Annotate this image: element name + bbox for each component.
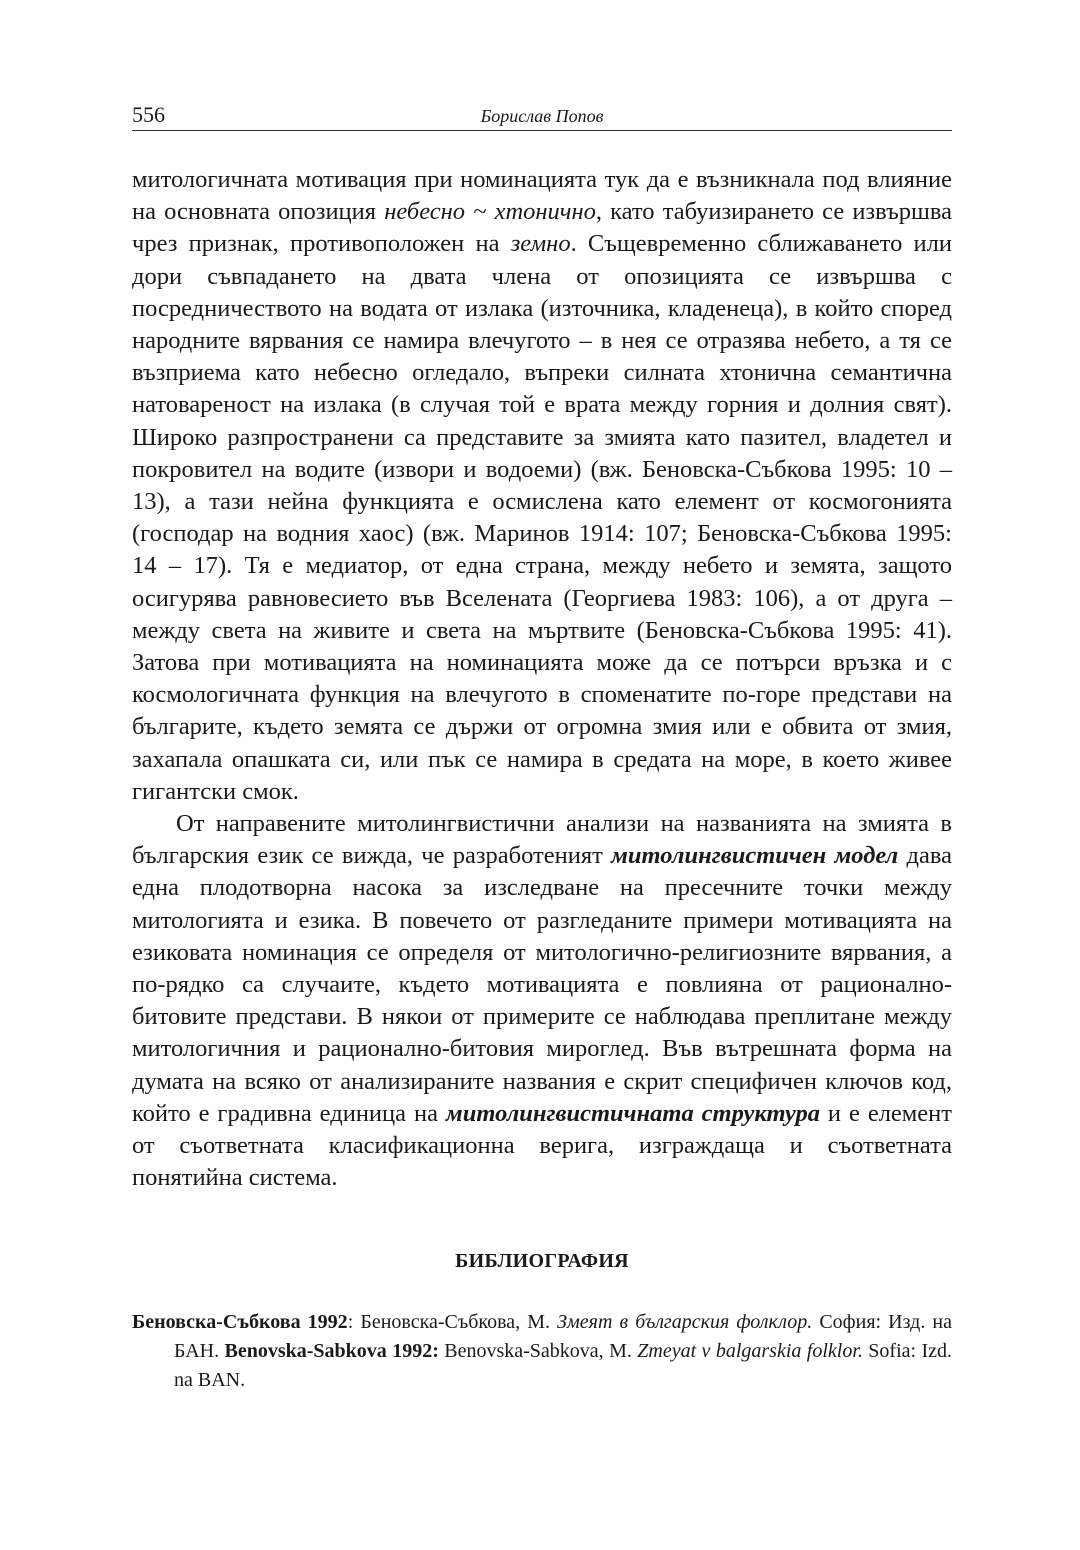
running-header xyxy=(132,100,952,131)
text-span: дава една плодотворна насока за изследване на пресечните точки между митологията и езика. В повечето от разгледаните примери мотивацията на езиковата номинация се определя от митологично-религиозните вярвания, а по-рядко са случаите, където мотивацията е повлияна от рационално-битовите представи. В някои от примерите се наблюдава преплитане между митологичния и рационално-битовия мироглед. Във вътрешната форма на думата на всяко от анализираните названия е скрит специфичен ключов код, който е градивна единица на xyxy=(132,842,952,1127)
paragraph-continued xyxy=(132,164,952,808)
entry-key-latin: Benovska-Sabkova 1992: xyxy=(224,1340,439,1362)
text-span: От направените митолингвистични анализи на названията на змията в българския език се вижда, че разработеният xyxy=(132,810,952,870)
text-span: и е елемент от съответната класификационна верига, изграждаща и съответната понятийна система. xyxy=(132,1099,952,1192)
bibliography-heading: БИБЛИОГРАФИЯ xyxy=(455,1250,629,1272)
bibliography-entry xyxy=(132,1308,952,1395)
bold-italic-term: митолингвистичната структура xyxy=(445,1099,820,1127)
text-span: митологичната мотивация при номинацията тук да е възникнала под влияние на основната опозиция xyxy=(132,166,952,226)
paragraph-conclusion xyxy=(132,808,952,1194)
document-page xyxy=(132,0,952,1550)
entry-title-latin: Zmeyat v balgarskia folklor. xyxy=(637,1340,863,1362)
page-number: 556 xyxy=(132,102,165,127)
entry-key: Беновска-Събкова 1992 xyxy=(132,1311,348,1333)
running-title: Борислав Попов xyxy=(480,106,604,126)
entry-author: : Беновска-Събкова, М. xyxy=(347,1311,558,1333)
entry-title: Змеят в българския фолклор. xyxy=(557,1311,813,1333)
bold-italic-term: митолингвистичен модел xyxy=(611,842,899,870)
entry-publisher: София: Изд. на БАН. xyxy=(174,1311,952,1362)
italic-term: земно xyxy=(510,230,571,258)
bibliography-list xyxy=(132,1308,952,1395)
text-span: . Същевременно сближаването или дори съвпадането на двата члена от опозицията се извършва с посредничеството на водата от излака (източника, кладенеца), в който според народните вярвания се намира влечугото – в нея се отразява небето, а тя се възприема като небесно огледало, въпреки силната хтонична семантична натовареност на излака (в случая той е врата между горния и долния свят). Широко разпространени са представите за змията като пазител, владетел и покровител на водите (извори и водоеми) (вж. Беновска-Събкова 1995: 10 – 13), а тази нейна функцията е осмислена като елемент от космогонията (господар на водния хаос) (вж. Маринов 1914: 107; Беновска-Събкова 1995: 14 – 17). Тя е медиатор, от една страна, между небето и земята, защото осигурява равновесието във Вселената (Георгиева 1983: 106), а от друга – между света на живите и света на мъртвите (Беновска-Събкова 1995: 41). Затова при мотивацията на номинацията може да се потърси връзка и с космологичната функция на влечугото в споменатите по-горе представи на българите, където земята се държи от огромна змия или е обвита от змия, захапала опашката си, или пък се намира в средата на море, в което живее гигантски смок. xyxy=(132,230,953,805)
italic-term: небесно ~ хтонично xyxy=(384,198,596,226)
entry-author-latin: Benovska-Sabkova, M. xyxy=(438,1340,638,1362)
text-span: , като табуизирането се извършва чрез признак, противоположен на xyxy=(132,198,952,258)
entry-publisher-latin: Sofia: Izd. na BAN. xyxy=(174,1340,953,1391)
body-text xyxy=(132,164,952,1195)
